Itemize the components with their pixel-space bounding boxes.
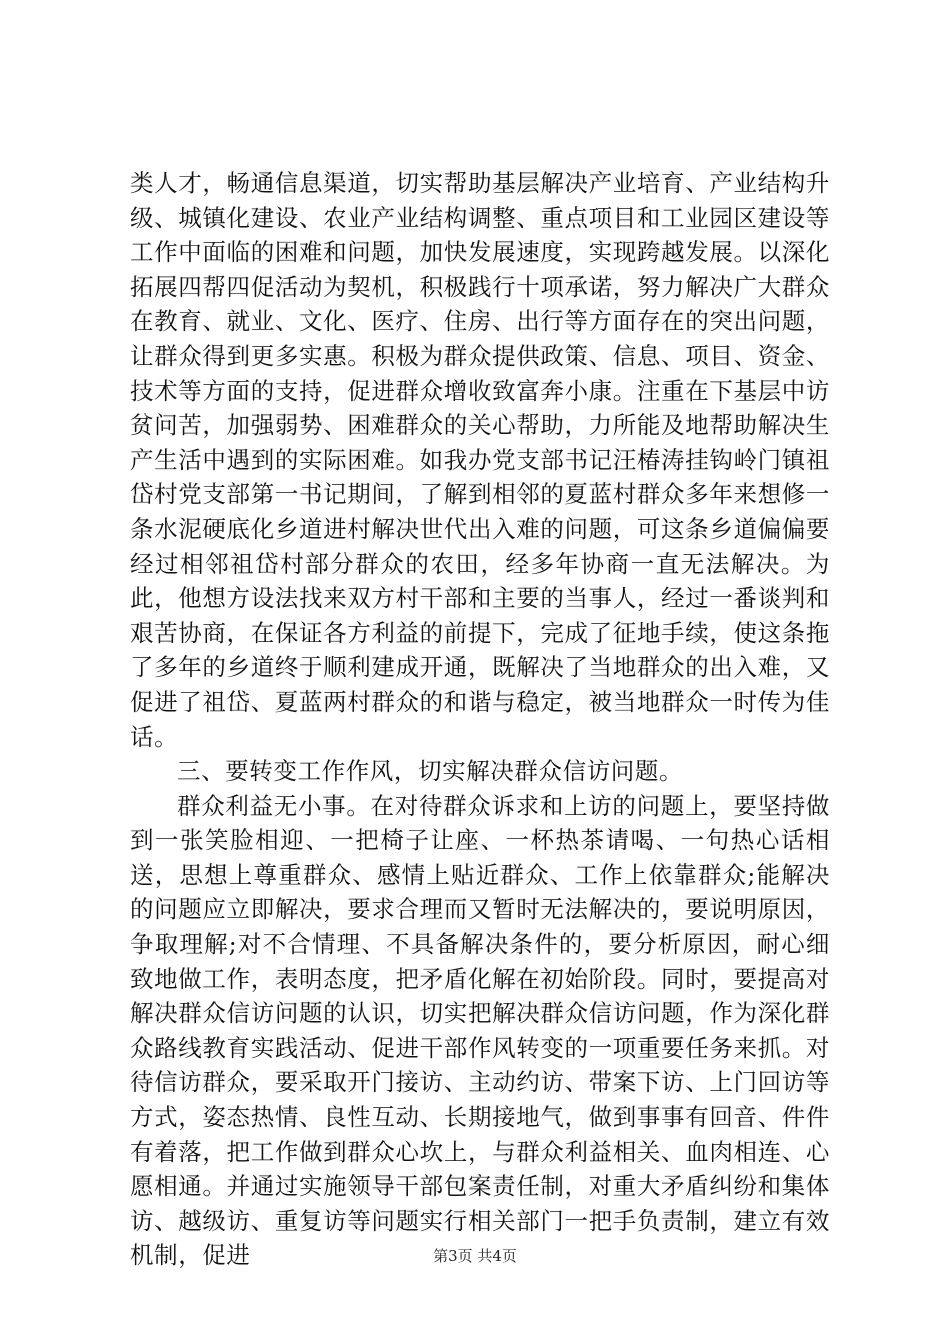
paragraph: 群众利益无小事。在对待群众诉求和上访的问题上，要坚持做到一张笑脸相迎、一把椅子让座、一杯热茶请喝、一句热心话相送，思想上尊重群众、感情上贴近群众、工作上依靠群众;能解决的问题应立即解决，要求合理而又暂时无法解决的，要说明原因，争取理解;对不合情理、不具备解决条件的，要分析原因，耐心细致地做工作，表明态度，把矛盾化解在初始阶段。同时，要提高对解决群众信访问题的认识，切实把解决群众信访问题，作为深化群众路线教育实践活动、促进干部作风转变的一项重要任务来抓。对待信访群众，要采取开门接访、主动约访、带案下访、上门回访等方式，姿态热情、良性互动、长期接地气，做到事事有回音、件件有着落，把工作做到群众心坎上，与群众利益相关、血肉相连、心愿相通。并通过实施领导干部包案责任制，对重大矛盾纠纷和集体访、越级访、重复访等问题实行相关部门一把手负责制，建立有效机制，促进 <box>130 791 830 1270</box>
document-body <box>130 166 830 1273</box>
page-footer: 第3页 共4页 <box>433 1247 517 1265</box>
section-heading: 三、要转变工作作风，切实解决群众信访问题。 <box>177 757 684 786</box>
paragraph-continuation: 类人才，畅通信息渠道，切实帮助基层解决产业培育、产业结构升级、城镇化建设、农业产业结构调整、重点项目和工业园区建设等工作中面临的困难和问题，加快发展速度，实现跨越发展。以深化拓展四帮四促活动为契机，积极践行十项承诺，努力解决广大群众在教育、就业、文化、医疗、住房、出行等方面存在的突出问题，让群众得到更多实惠。积极为群众提供政策、信息、项目、资金、技术等方面的支持，促进群众增收致富奔小康。注重在下基层中访贫问苦，加强弱势、困难群众的关心帮助，力所能及地帮助解决生产生活中遇到的实际困难。如我办党支部书记汪椿涛挂钩岭门镇祖岱村党支部第一书记期间，了解到相邻的夏蓝村群众多年来想修一条水泥硬底化乡道进村解决世代出入难的问题，可这条乡道偏偏要经过相邻祖岱村部分群众的农田，经多年协商一直无法解决。为此，他想方设法找来双方村干部和主要的当事人，经过一番谈判和艰苦协商，在保证各方利益的前提下，完成了征地手续，使这条拖了多年的乡道终于顺利建成开通，既解决了当地群众的出入难，又促进了祖岱、夏蓝两村群众的和谐与稳定，被当地群众一时传为佳话。 <box>130 169 830 751</box>
